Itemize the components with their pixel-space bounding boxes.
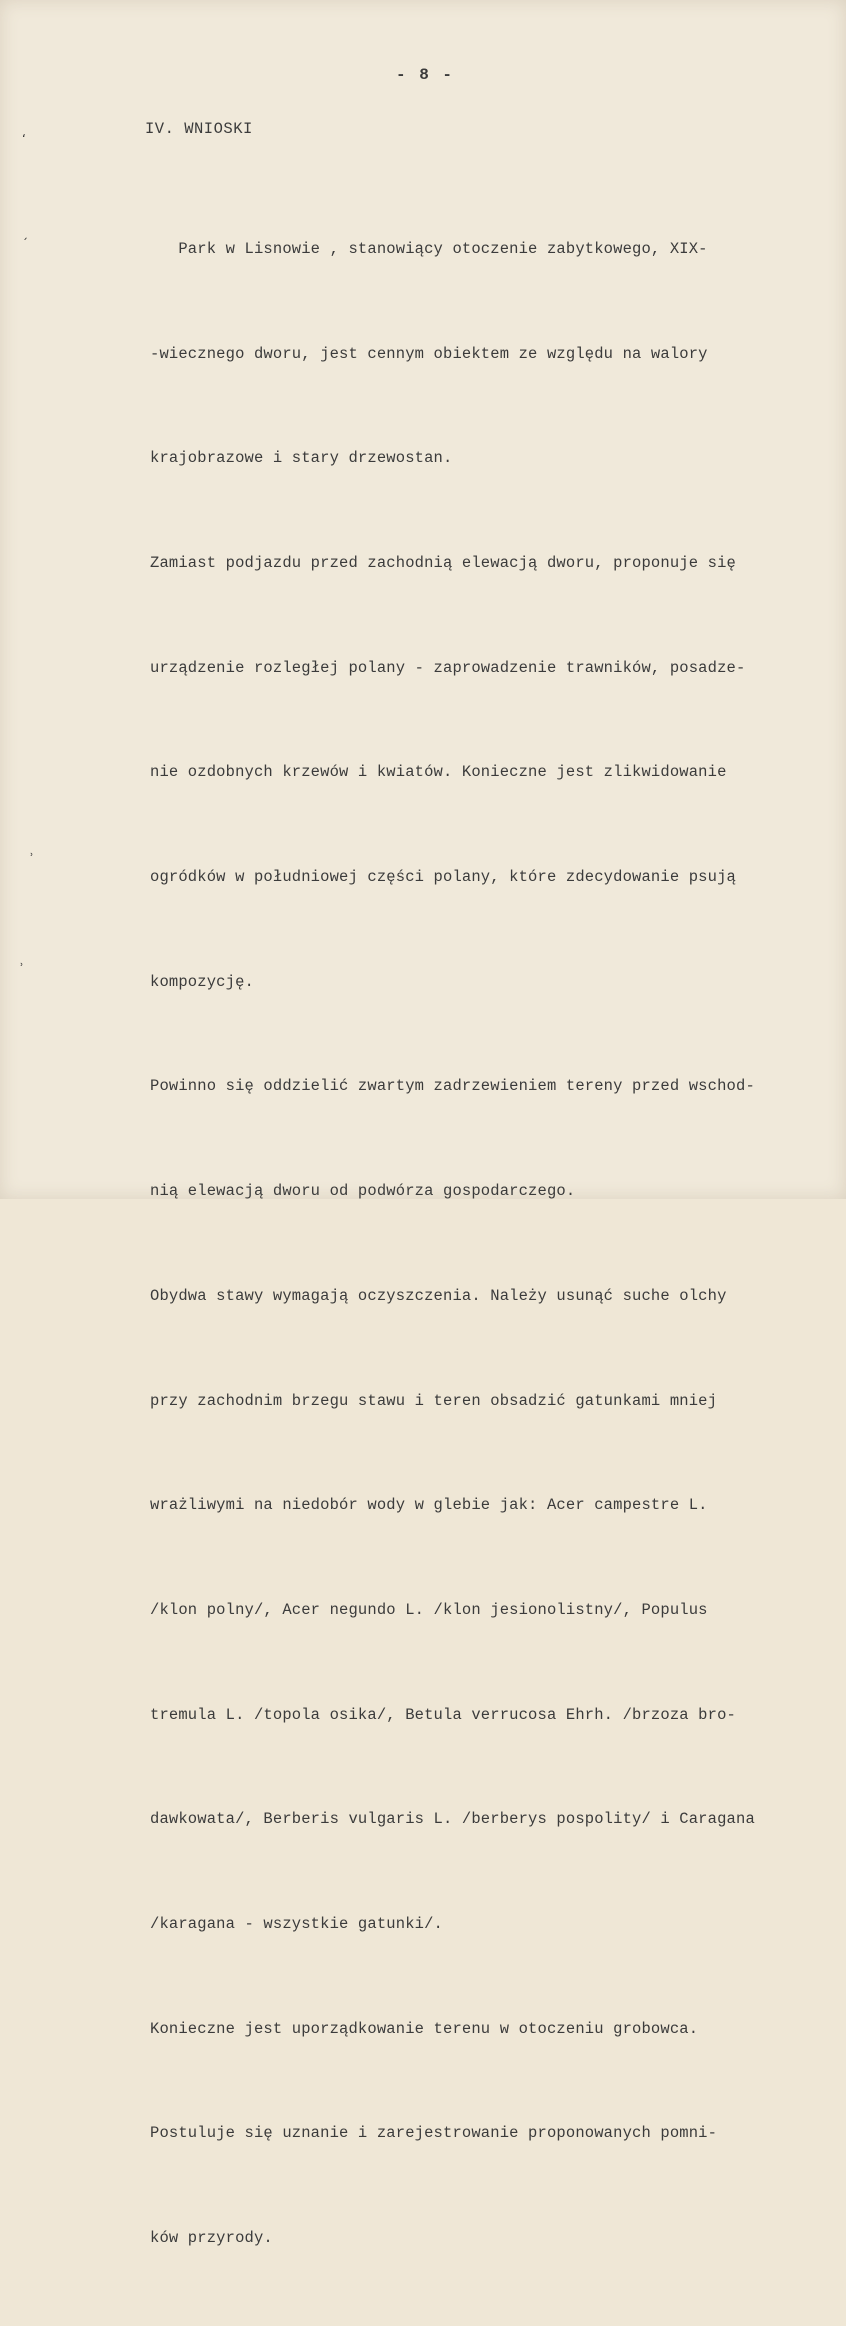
- text-line: Park w Lisnowie , stanowiący otoczenie zabytkowego, XIX-: [150, 239, 708, 258]
- text-line: wrażliwymi na niedobór wody w glebie jak: Acer campestre L.: [150, 1496, 708, 1515]
- text-line: Obydwa stawy wymagają oczyszczenia. Należy usunąć suche olchy: [150, 1286, 727, 1305]
- page-number: - 8 -: [395, 66, 454, 84]
- text-line: Postuluje się uznanie i zarejestrowanie proponowanych pomni-: [150, 2124, 718, 2143]
- text-line: ków przyrody.: [150, 2229, 273, 2248]
- text-line: nie ozdobnych krzewów i kwiatów. Konieczne jest zlikwidowanie: [150, 763, 727, 782]
- text-line: /karagana - wszystkie gatunki/.: [150, 1915, 443, 1934]
- text-line: ogródków w południowej części polany, które zdecydowanie psują: [150, 868, 736, 887]
- text-line: krajobrazowe i stary drzewostan.: [150, 449, 453, 468]
- text-line: przy zachodnim brzegu stawu i teren obsadzić gatunkami mniej: [150, 1391, 718, 1410]
- margin-mark: ʻ: [22, 132, 26, 146]
- section-heading: IV. WNIOSKI: [145, 120, 253, 138]
- text-line: tremula L. /topola osika/, Betula verrucosa Ehrh. /brzoza bro-: [150, 1705, 736, 1724]
- text-line: kompozycję.: [150, 972, 254, 991]
- text-line: -wiecznego dworu, jest cennym obiektem ze względu na walory: [150, 344, 708, 363]
- text-line: Zamiast podjazdu przed zachodnią elewacją dworu, proponuje się: [150, 553, 736, 572]
- text-line: urządzenie rozległej polany - zaprowadzenie trawników, posadze-: [150, 658, 746, 677]
- text-line: /klon polny/, Acer negundo L. /klon jesionolistny/, Populus: [150, 1600, 708, 1619]
- margin-mark: ˒: [30, 848, 34, 862]
- body-text: [150, 162, 830, 2326]
- text-line: Powinno się oddzielić zwartym zadrzewieniem tereny przed wschod-: [150, 1077, 755, 1096]
- text-line: Konieczne jest uporządkowanie terenu w otoczeniu grobowca.: [150, 2019, 699, 2038]
- margin-mark: ˏ: [22, 226, 28, 240]
- text-line: nią elewacją dworu od podwórza gospodarczego.: [150, 1182, 576, 1201]
- text-line: dawkowata/, Berberis vulgaris L. /berberys pospolity/ i Caragana: [150, 1810, 755, 1829]
- margin-mark: ˒: [20, 958, 24, 972]
